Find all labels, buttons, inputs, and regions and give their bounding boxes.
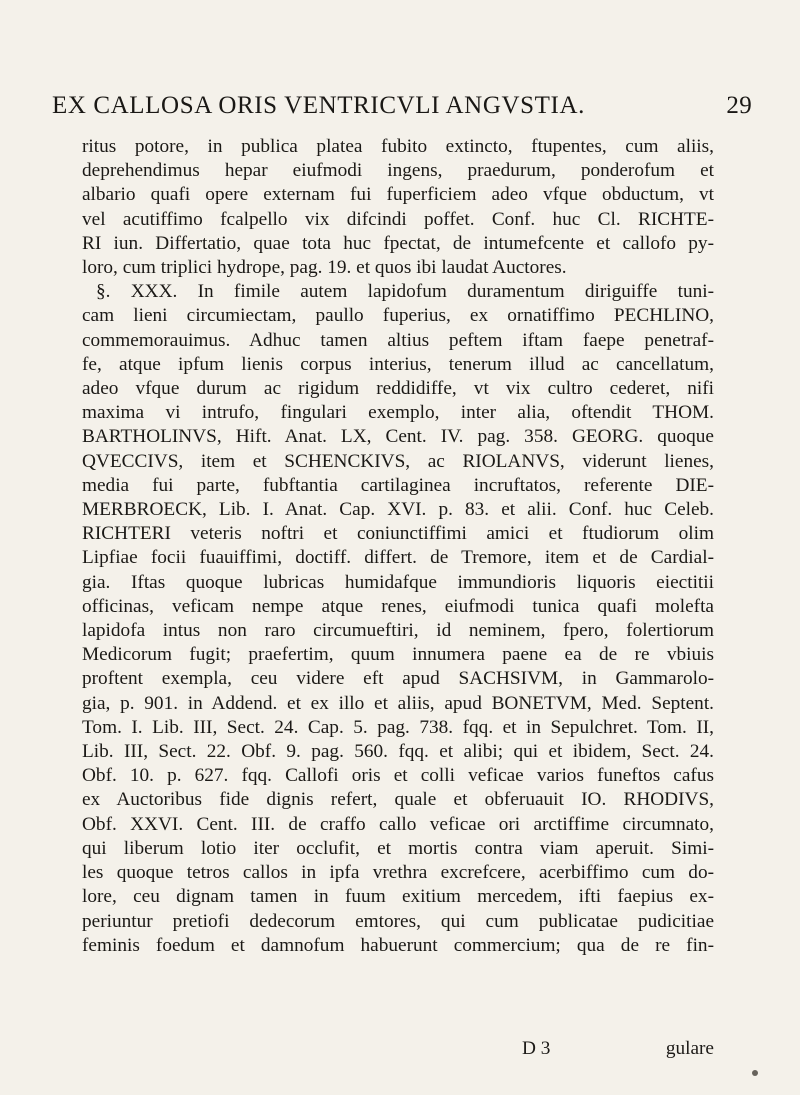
running-head-title: EX CALLOSA ORIS VENTRICVLI ANGVSTIA. [52,92,585,119]
text-line: Obf. XXVI. Cent. III. de craffo callo veficae ori arctiffime circumnato, [82,813,714,835]
body-text [82,135,714,958]
text-line: Medicorum fugit; praefertim, quum innumera paene ea de re vbiuis [82,644,714,666]
text-line: deprehendimus hepar eiufmodi ingens, praedurum, ponderofum et [82,160,714,182]
catchword: gulare [665,1038,714,1059]
text-line: qui liberum lotio iter occlufit, et mortis contra viam aperuit. Simi- [82,837,714,859]
text-line: Tom. I. Lib. III, Sect. 24. Cap. 5. pag. 738. fqq. et in Sepulchret. Tom. II, [82,716,714,738]
text-line: lapidofa intus non raro circumueftiri, id neminem, fpero, folertiorum [82,620,714,642]
text-line: proftent exempla, ceu videre eft apud SACHSIVM, in Gammarolo- [82,668,714,690]
text-line: MERBROECK, Lib. I. Anat. Cap. XVI. p. 83. et alii. Conf. huc Celeb. [82,499,714,521]
text-line: officinas, veficam nempe atque renes, eiufmodi tunica quafi molefta [82,595,714,617]
text-line: cam lieni circumiectam, paullo fuperius, ex ornatiffimo PECHLINO, [82,305,714,327]
text-line: feminis foedum et damnofum habuerunt commercium; qua de re fin- [82,934,714,956]
text-line: QVECCIVS, item et SCHENCKIVS, ac RIOLANVS, viderunt lienes, [82,450,714,472]
text-line: adeo vfque durum ac rigidum reddidiffe, vt vix cultro cederet, nifi [82,378,714,400]
signature-mark: D 3 [522,1038,551,1059]
text-line: Obf. 10. p. 627. fqq. Callofi oris et colli veficae varios funeftos cafus [82,765,714,787]
page-number: 29 [726,92,752,119]
text-line: BARTHOLINVS, Hift. Anat. LX, Cent. IV. pag. 358. GEORG. quoque [82,426,714,448]
text-line: loro, cum triplici hydrope, pag. 19. et quos ibi laudat Auctores. [82,257,567,279]
running-head [52,92,752,120]
text-line: RICHTERI veteris noftri et coniunctiffimi amici et ftudiorum olim [82,523,714,545]
text-line: Lipfiae focii fuauiffimi, doctiff. differt. de Tremore, item et de Cardial- [82,547,714,569]
text-line: gia. Iftas quoque lubricas humidafque immundioris liquoris eiectitii [82,571,714,593]
text-line: media fui parte, fubftantia cartilaginea incruftatos, referente DIE- [82,474,714,496]
text-line: lore, ceu dignam tamen in fuum exitium mercedem, ifti faepius ex- [82,886,714,908]
text-line: maxima vi intrufo, fingulari exemplo, inter alia, oftendit THOM. [82,402,714,424]
text-line: albario quafi opere externam fui fuperficiem adeo vfque obductum, vt [82,184,714,206]
text-line: Lib. III, Sect. 22. Obf. 9. pag. 560. fqq. et alibi; qui et ibidem, Sect. 24. [82,741,714,763]
text-line: ex Auctoribus fide dignis refert, quale et obferuauit IO. RHODIVS, [82,789,714,811]
text-line: les quoque tetros callos in ipfa vrethra excrefcere, acerbiffimo cum do- [82,862,714,884]
text-line: periuntur pretiofi dedecorum emtores, qui cum publicatae pudicitiae [82,910,714,932]
text-line: ritus potore, in publica platea fubito extincto, ftupentes, cum aliis, [82,136,714,157]
text-line: vel acutiffimo fcalpello vix difcindi poffet. Conf. huc Cl. RICHTE- [82,208,714,230]
text-line: RI iun. Differtatio, quae tota huc fpectat, de intumefcente et callofo py- [82,232,714,254]
text-line: fe, atque ipfum lienis corpus interius, tenerum illud ac cancellatum, [82,353,714,375]
text-line: commemorauimus. Adhuc tamen altius peftem iftam faepe penetraf- [82,329,714,351]
section-start-line: §. XXX. In fimile autem lapidofum duramentum diriguiffe tuni- [96,281,714,303]
text-line: gia, p. 901. in Addend. et ex illo et aliis, apud BONETVM, Med. Septent. [82,692,714,714]
ink-speck [752,1070,758,1076]
